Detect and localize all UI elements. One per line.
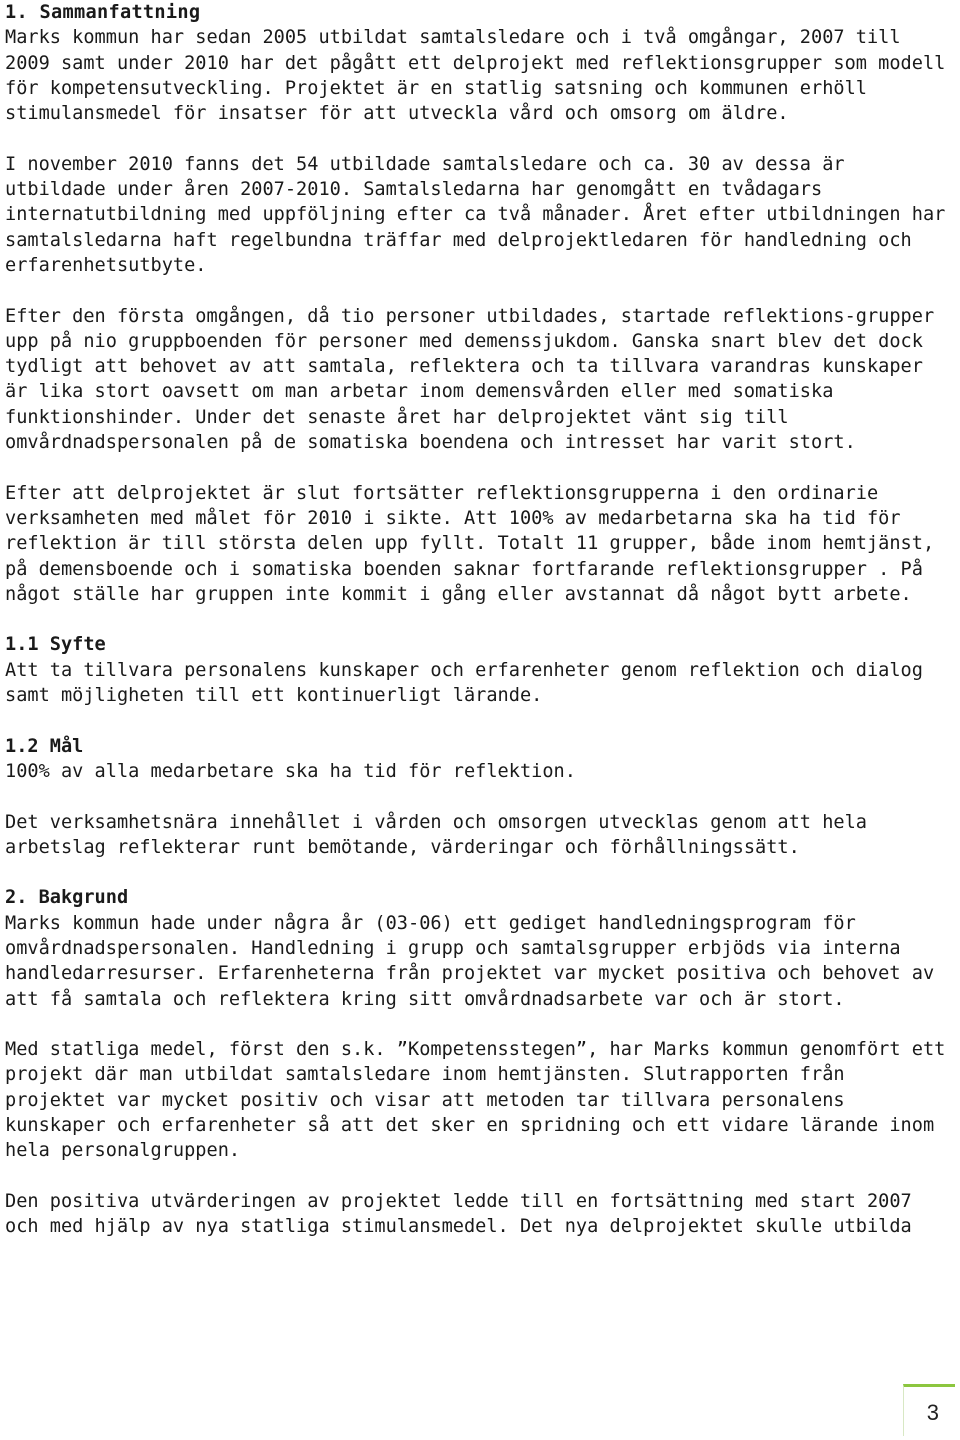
- section-heading-sammanfattning: 1. Sammanfattning: [5, 2, 201, 23]
- paragraph: 100% av alla medarbetare ska ha tid för reflektion.: [5, 760, 576, 782]
- paragraph: Marks kommun hade under några år (03-06) ett gediget handledningsprogram för omvårdnadspersonalen. Handledning i grupp och samtalsgrupper erbjöds via interna handledarresurser. Erfarenheterna från projektet var mycket positiva och behovet av att få samtala och reflektera kring sitt omvårdnadsarbete var och är stort.: [5, 912, 935, 1010]
- document-page: [5, 0, 955, 1240]
- paragraph: Det verksamhetsnära innehållet i vården och omsorgen utvecklas genom att hela arbetslag reflekterar runt bemötande, värderingar och förhållningssätt.: [5, 811, 867, 858]
- page-number: 3: [926, 1400, 939, 1425]
- paragraph: I november 2010 fanns det 54 utbildade samtalsledare och ca. 30 av dessa är utbildade under åren 2007-2010. Samtalsledarna har genomgått en tvådagars internatutbildning med uppföljning efter ca två månader. Året efter utbildningen har samtalsledarna haft regelbundna träffar med delprojektledaren för handledning och erfarenhetsutbyte.: [5, 153, 946, 276]
- paragraph: Efter den första omgången, då tio personer utbildades, startade reflektions-grupper upp på nio gruppboenden för personer med demenssjukdom. Ganska snart blev det dock tydligt att behovet av att samtala, reflektera och ta tillvara varandras kunskaper är lika stort oavsett om man arbetar inom demensvården eller med somatiska funktionshinder. Under det senaste året har delprojektet vänt sig till omvårdnadspersonalen på de somatiska boendena och intresset har varit stort.: [5, 305, 935, 454]
- paragraph: Med statliga medel, först den s.k. ”Kompetensstegen”, har Marks kommun genomfört ett projekt där man utbildat samtalsledare inom hemtjänsten. Slutrapporten från projektet var mycket positiv och visar att metoden tar tillvara personalens kunskaper och erfarenheter så att det sker en spridning och ett vidare lärande inom hela personalgruppen.: [5, 1039, 946, 1162]
- section-heading-mal: 1.2 Mål: [5, 735, 84, 757]
- paragraph: Marks kommun har sedan 2005 utbildat samtalsledare och i två omgångar, 2007 till 2009 samt under 2010 har det pågått ett delprojekt med reflektionsgrupper som modell för kompetensutveckling. Projektet är en statlig satsning och kommunen erhöll stimulansmedel för insatser för att utveckla vård och omsorg om äldre.: [5, 27, 946, 125]
- paragraph: Att ta tillvara personalens kunskaper och erfarenheter genom reflektion och dialog samt möjligheten till ett kontinuerligt lärande.: [5, 659, 923, 707]
- section-heading-syfte: 1.1 Syfte: [5, 634, 106, 656]
- page-number-box: [903, 1384, 955, 1436]
- section-heading-bakgrund: 2. Bakgrund: [5, 887, 129, 909]
- paragraph: Efter att delprojektet är slut fortsätter reflektionsgrupperna i den ordinarie verksamheten med målet för 2010 i sikte. Att 100% av medarbetarna ska ha tid för reflektion är till största delen upp fyllt. Totalt 11 grupper, både inom hemtjänst, på demensboende och i somatiska boenden saknar fortfarande reflektionsgrupper . På något ställe har gruppen inte kommit i gång eller avstannat då något bytt arbete.: [5, 482, 935, 605]
- paragraph: Den positiva utvärderingen av projektet ledde till en fortsättning med start 2007 och med hjälp av nya statliga stimulansmedel. Det nya delprojektet skulle utbilda: [5, 1190, 912, 1238]
